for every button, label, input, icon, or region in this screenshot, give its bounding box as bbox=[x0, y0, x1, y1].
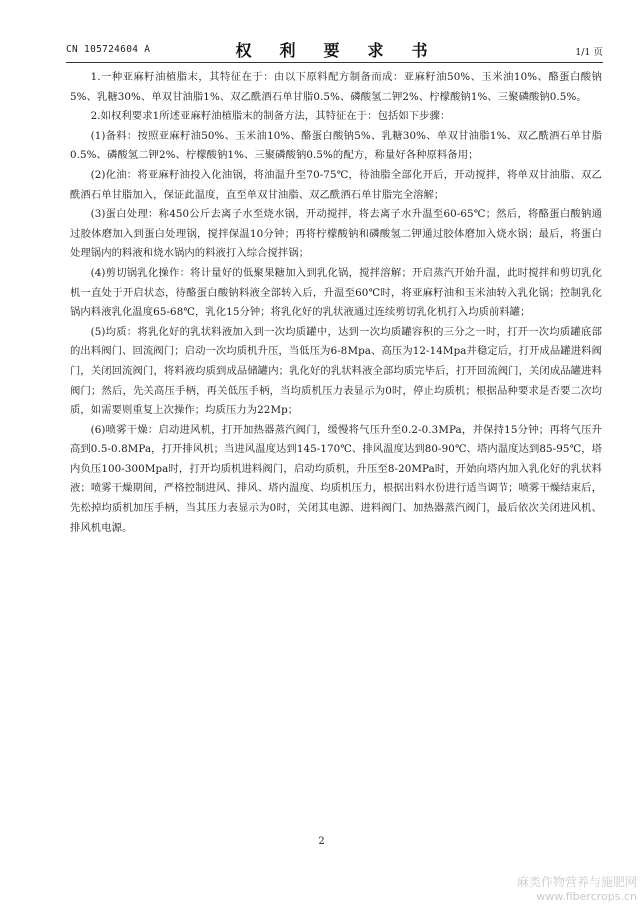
step-3-protein-treatment: (3)蛋白处理：称450公斤去离子水至烧水锅，开动搅拌，将去离子水升温至60-65℃；然后，将酪蛋白酸钠通过胶体磨加入到蛋白处理锅，搅拌保温10分钟；再将柠檬酸钠和磷酸氢二钾通过胶体磨加入烧水锅；最后，将蛋白处理锅内的料液和烧水锅内的料液打入综合搅拌锅； bbox=[70, 208, 602, 260]
publication-number: CN 105724604 A bbox=[66, 44, 151, 55]
step-2-oil-melting: (2)化油：将亚麻籽油投入化油锅，将油温升至70-75℃，待油脂全部化开后，开动搅拌，将单双甘油脂、双乙酰酒石单甘脂加入，保证此温度，直至单双甘油脂、双乙酰酒石单甘脂完全溶解； bbox=[70, 168, 602, 201]
claim-2: 2.如权利要求1所述亚麻籽油植脂末的制备方法，其特征在于：包括如下步骤： bbox=[90, 110, 451, 123]
site-watermark bbox=[517, 875, 637, 904]
step-4-emulsification: (4)剪切锅乳化操作：将计量好的低聚果糖加入到乳化锅，搅拌溶解；开启蒸汽开始升温，此时搅拌和剪切乳化机一直处于开启状态，待酪蛋白酸钠料液全部转入后，升温至60℃时，将亚麻籽油和玉米油转入乳化锅；控制乳化锅内料液乳化温度65-68℃，乳化15分钟；将乳化好的乳状液通过连续剪切乳化机打入均质前料罐； bbox=[70, 266, 602, 319]
watermark-url: www.fibercrops.cn bbox=[536, 890, 637, 903]
watermark-site-name: 麻类作物营养与施肥网 bbox=[516, 875, 637, 889]
page-number: 2 bbox=[318, 836, 325, 847]
header-divider bbox=[66, 62, 603, 63]
step-5-homogenization: (5)均质：将乳化好的乳状料液加入到一次均质罐中，达到一次均质罐容积的三分之一时，打开一次均质罐底部的出料阀门、回流阀门；启动一次均质机升压，当低压为6-8Mpa、高压为12-14Mpa并稳定后，打开成品罐进料阀门，关闭回流阀门，将料液均质到成品储罐内；乳化好的乳状料液全部均质完毕后，打开回流阀门，关闭成品罐进料阀门；然后，先关高压手柄，再关低压手柄，当均质机压力表显示为0时，停止均质机；根据品种要求是否要二次均质，如需要则重复上次操作；均质压力为22Mp； bbox=[70, 325, 602, 417]
step-6-spray-drying: (6)喷雾干燥：启动进风机，打开加热器蒸汽阀门，缓慢将气压升至0.2-0.3MPa，并保持15分钟；再将气压升高到0.5-0.8MPa，打开排风机；当进风温度达到145-170℃、排风温度达到80-90℃、塔内温度达到85-95℃，塔内负压100-300Mpa时，打开均质机进料阀门，启动均质机，升压至8-20MPa时，开始向塔内加入乳化好的乳状料液；喷雾干燥期间，严格控制进风、排风、塔内温度、均质机压力，根据出料水份进行适当调节；喷雾干燥结束后，先松掉均质机加压手柄，当其压力表显示为0时，关闭其电源、进料阀门、加热器蒸汽阀门，最后依次关闭进风机、排风机电源。 bbox=[70, 423, 602, 534]
page-header bbox=[66, 38, 603, 60]
claims-body bbox=[70, 68, 602, 538]
step-1-preparation: (1)备料：按照亚麻籽油50%、玉米油10%、酪蛋白酸钠5%、乳糖30%、单双甘油脂1%、双乙酰酒石单甘脂0.5%、磷酸氢二钾2%、柠檬酸钠1%、三聚磷酸钠0.5%的配方，称量好各种原料备用； bbox=[70, 129, 602, 162]
document-title: 权 利 要 求 书 bbox=[235, 41, 434, 60]
claim-1: 1.一种亚麻籽油植脂末，其特征在于：由以下原料配方制备而成：亚麻籽油50%、玉米油10%、酪蛋白酸钠5%、乳糖30%、单双甘油脂1%、双乙酰酒石单甘脂0.5%、磷酸氢二钾2%、柠檬酸钠1%、三聚磷酸钠0.5%。 bbox=[70, 71, 602, 103]
page-count: 1/1 页 bbox=[575, 47, 603, 58]
